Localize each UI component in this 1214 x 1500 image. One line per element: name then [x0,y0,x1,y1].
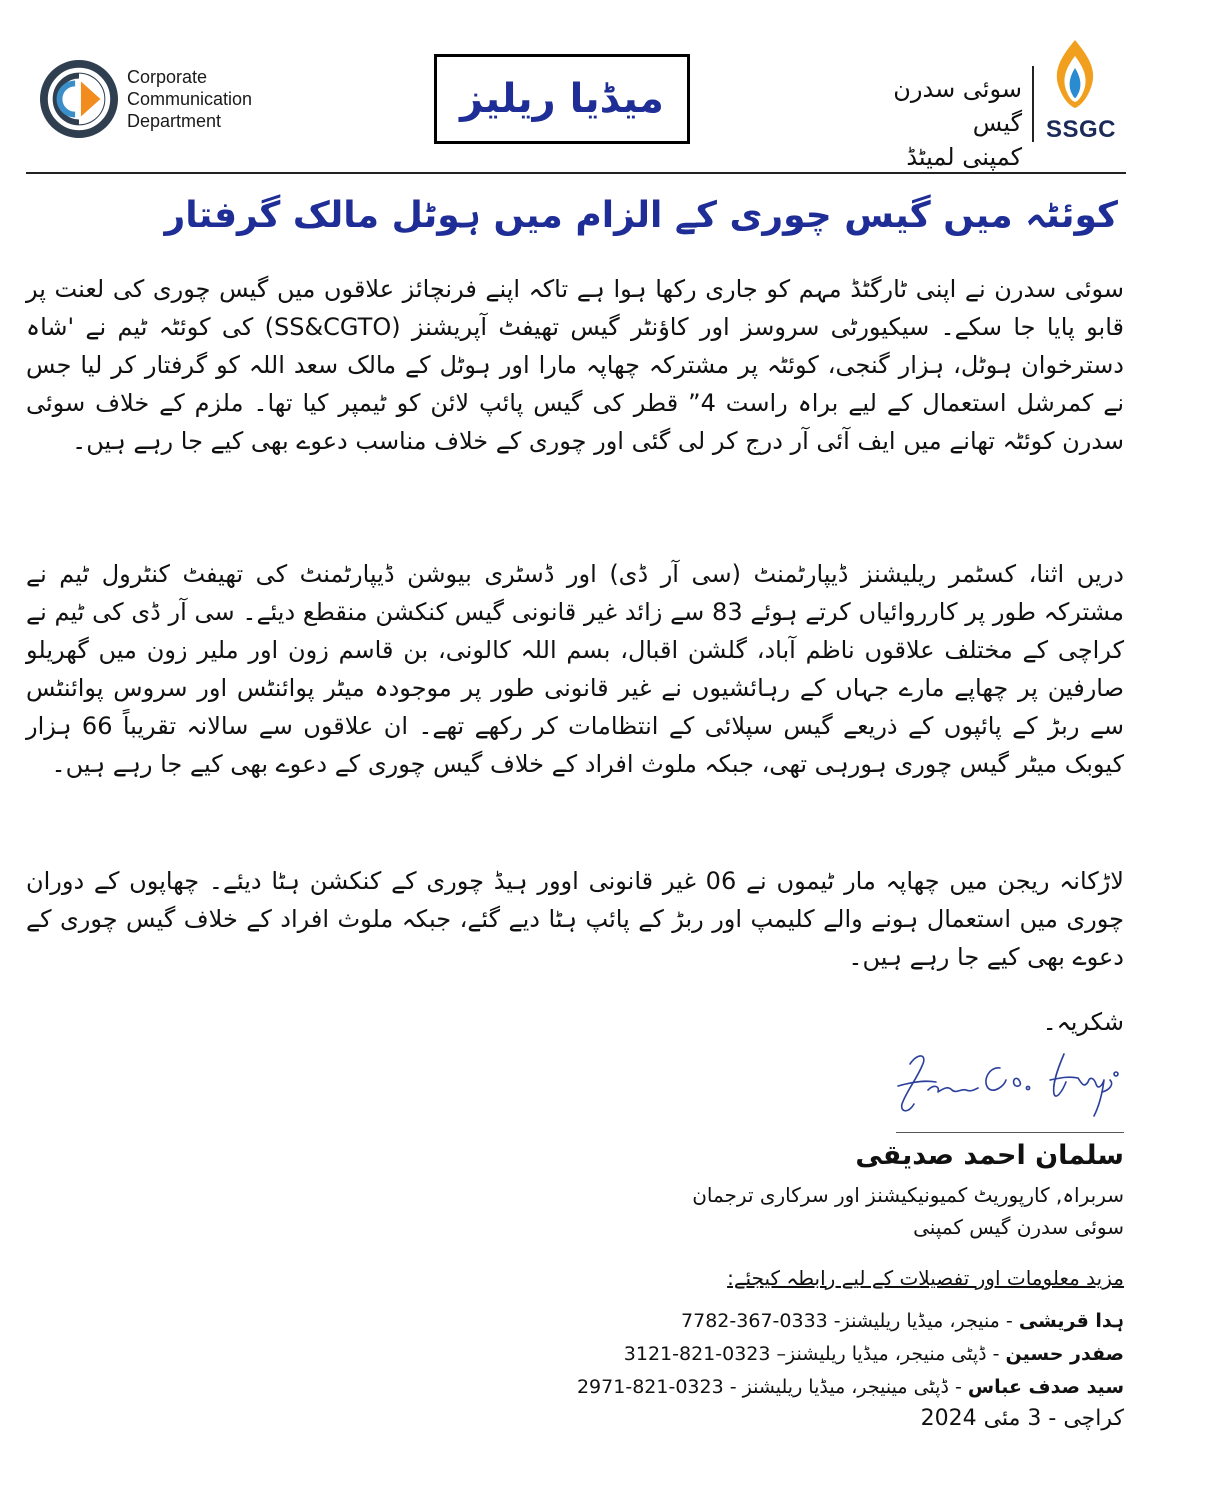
contact-heading: مزید معلومات اور تفصیلات کے لیے رابطہ کیجئے: [727,1266,1124,1290]
company-urdu-line: کمپنی لمیٹڈ [906,143,1022,171]
signer-name: سلمان احمد صدیقی [855,1140,1124,1171]
contact-detail: - منیجر، میڈیا ریلیشنز- 0333-367-7782 [681,1310,1019,1332]
contact-name: ہدا قریشی [1018,1310,1124,1332]
signer-company: سوئی سدرن گیس کمپنی [913,1215,1124,1239]
company-urdu-name [842,72,1022,174]
flame-icon [1044,38,1106,110]
body-paragraph: سوئی سدرن نے اپنی ٹارگٹڈ مہم کو جاری رکھا ہوا ہے تاکہ اپنے فرنچائز علاقوں میں گیس چوری کی لعنت پر قابو پایا جا سکے۔ سیکیورٹی سروسز اور کاؤنٹر گیس تھیفٹ آپریشنز (SS&CGTO) کی کوئٹہ ٹیم نے 'شاہ دسترخوان ہوٹل، ہزار گنجی، کوئٹہ پر مشترکہ چھاپہ مارا اور ہوٹل کے مالک سعد اللہ کو گرفتار کر لیا جس نے کمرشل استعمال کے لیے براہ راست 4” قطر کی گیس پائپ لائن کو ٹیمپر کیا تھا۔ ملزم کے خلاف سوئی سدرن کوئٹہ تھانے میں ایف آئی آر درج کر لی گئی اور چوری کے خلاف مناسب دعوے بھی کیے جا رہے ہیں۔ [26,275,1124,455]
contact-entry [400,1339,1124,1369]
department-line: Department [127,111,222,131]
media-release-box [434,54,690,144]
signature-line [896,1132,1124,1133]
body-paragraph: لاڑکانہ ریجن میں چھاپہ مار ٹیموں نے 06 غیر قانونی اوور ہیڈ چوری کے کنکشن ہٹا دیئے۔ چھاپوں کے دوران چوری میں استعمال ہونے والے کلیمپ اور ربڑ کے پائپ ہٹا دیے گئے، جبکہ ملوث افراد کے خلاف گیس چوری کے دعوے بھی کیے جا رہے ہیں۔ [26,867,1124,971]
headline: کوئٹہ میں گیس چوری کے الزام میں ہوٹل مالک گرفتار [164,195,1118,236]
department-name [127,66,252,132]
body-paragraph: دریں اثنا، کسٹمر ریلیشنز ڈیپارٹمنٹ (سی آر ڈی) اور ڈسٹری بیوشن ڈیپارٹمنٹ کی تھیفٹ کنٹرول ٹیم نے مشترکہ طور پر کارروائیاں کرتے ہوئے 83 سے زائد غیر قانونی گیس کنکشن منقطع دیئے۔ سی آر ڈی کی ٹیم نے کراچی کے مختلف علاقوں ناظم آباد، گلشن اقبال، بسم اللہ کالونی، بن قاسم زون اور ملیر زون میں گھریلو صارفین پر چھاپے مارے جہاں کے رہائشیوں نے غیر قانونی طور پر موجودہ میٹر پوائنٹس اور سروس پوائنٹس سے ربڑ کے پائپوں کے ذریعے گیس سپلائی کے انتظامات کر رکھے تھے۔ ان علاقوں سے سالانہ تقریباً 66 ہزار کیوبک میٹر گیس چوری ہورہی تھی، جبکہ ملوث افراد کے خلاف گیس چوری کے دعوے بھی کیے جا رہے ہیں۔ [26,560,1125,778]
closing-text: شکریہ۔ [1042,1008,1124,1036]
signer-title: سربراہ, کارپوریٹ کمیونیکیشنز اور سرکاری ترجمان [692,1183,1124,1207]
department-line: Communication [127,89,253,109]
contact-detail: - ڈپٹی منیجر، میڈیا ریلیشنز– 0323-821-3121 [623,1343,1006,1365]
media-release-title: میڈیا ریلیز [460,76,664,122]
ccd-logo-icon [40,60,118,138]
department-line: Corporate [127,67,208,87]
contact-name: صفدر حسین [1005,1343,1124,1365]
header-divider [26,172,1126,174]
contact-entry [400,1306,1124,1336]
company-mark: SSGC [1046,116,1117,143]
contact-entry [400,1372,1124,1402]
dateline: کراچی - 3 مئی 2024 [920,1406,1124,1431]
handwritten-signature [888,1044,1124,1126]
company-urdu-line: سوئی سدرن گیس [893,75,1022,137]
contact-detail: - ڈپٹی مینیجر، میڈیا ریلیشنز - 0323-821-2971 [576,1376,968,1398]
contact-name: سید صدف عباس [967,1376,1124,1398]
logo-divider [1032,66,1034,142]
